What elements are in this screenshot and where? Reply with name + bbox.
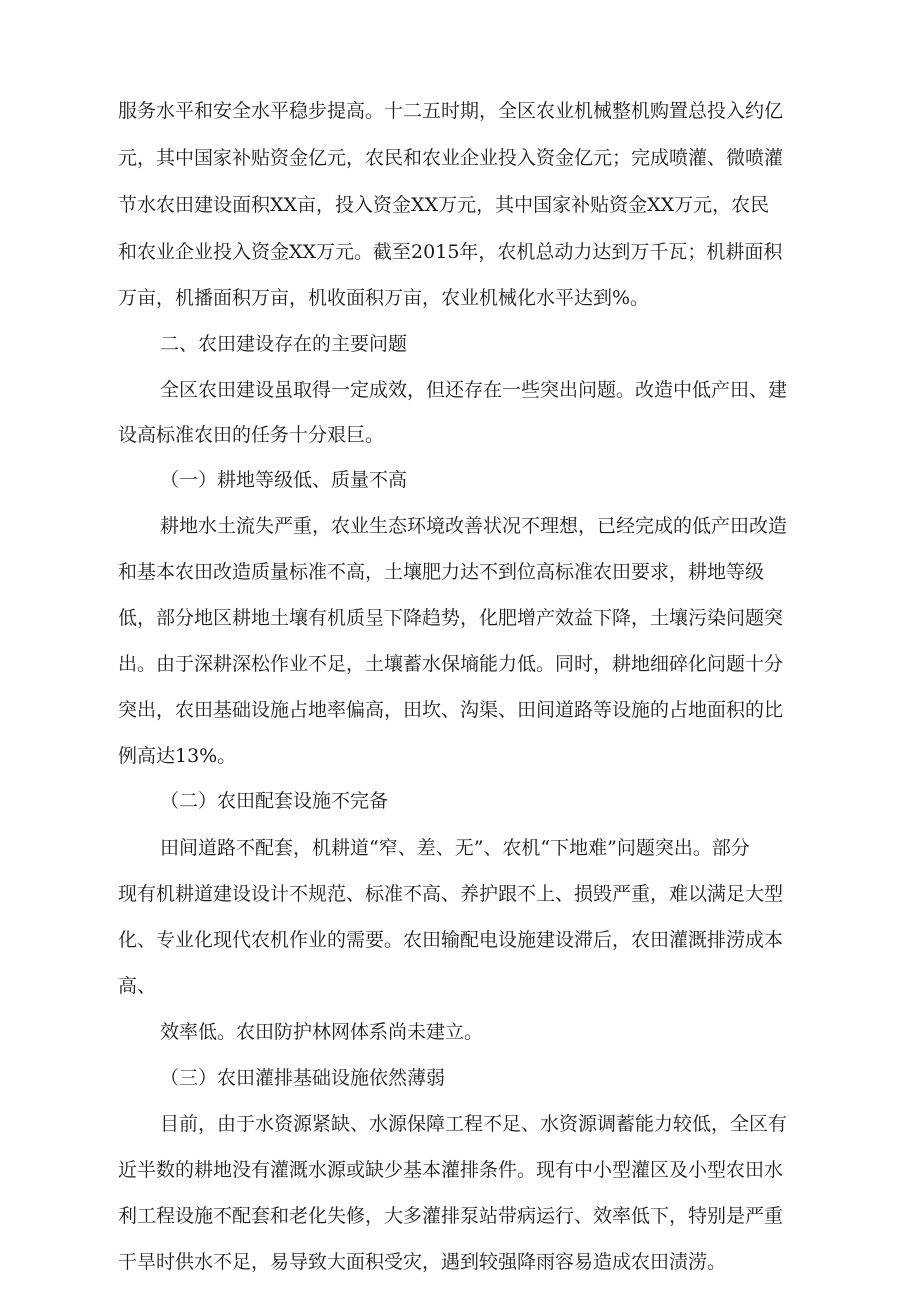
text-line: 干旱时供水不足，易导致大面积受灾，遇到较强降雨容易造成农田渍涝。 [118, 1251, 727, 1273]
text-line: 现有机耕道建设设计不规范、标准不高、养护跟不上、损毁严重，难以满足大型 [118, 883, 784, 905]
text-line: 设高标准农田的任务十分艰巨。 [118, 424, 385, 446]
text-line: 节水农田建设面积XX亩，投入资金XX万元，其中国家补贴资金XX万元，农民 [118, 194, 770, 216]
text-line: 元，其中国家补贴资金亿元，农民和农业企业投入资金亿元；完成喷灌、微喷灌 [118, 147, 784, 169]
text-line: 全区农田建设虽取得一定成效，但还存在一些突出问题。改造中低产田、建 [160, 379, 788, 401]
text-line: 高、 [118, 975, 157, 997]
text-line: 出。由于深耕深松作业不足，土壤蓄水保墒能力低。同时，耕地细碎化问题十分 [118, 653, 784, 675]
subheading-irrigation: （三）农田灌排基础设施依然薄弱 [160, 1067, 446, 1089]
section-heading: 二、农田建设存在的主要问题 [160, 333, 408, 355]
text-line: 和农业企业投入资金XX万元。截至2015年，农机总动力达到万千瓦；机耕面积 [118, 241, 783, 263]
text-line: 利工程设施不配套和老化失修，大多灌排泵站带病运行、效率低下，特别是严重 [118, 1205, 784, 1227]
subheading-facilities: （二）农田配套设施不完备 [160, 790, 389, 812]
subheading-cultivated-land: （一）耕地等级低、质量不高 [160, 469, 408, 491]
text-line: 低，部分地区耕地土壤有机质呈下降趋势，化肥增产效益下降，土壤污染问题突 [118, 607, 784, 629]
text-line: 目前，由于水资源紧缺、水源保障工程不足、水资源调蓄能力较低，全区有 [160, 1113, 788, 1135]
text-line: 耕地水土流失严重，农业生态环境改善状况不理想，已经完成的低产田改造 [160, 515, 788, 537]
text-line: 化、专业化现代农机作业的需要。农田输配电设施建设滞后，农田灌溉排涝成本 [118, 929, 784, 951]
text-line: 服务水平和安全水平稳步提高。十二五时期，全区农业机械整机购置总投入约亿 [118, 100, 784, 122]
text-line: 突出，农田基础设施占地率偏高，田坎、沟渠、田间道路等设施的占地面积的比 [118, 699, 784, 721]
text-line: 和基本农田改造质量标准不高，土壤肥力达不到位高标准农田要求，耕地等级 [118, 561, 765, 583]
text-line: 近半数的耕地没有灌溉水源或缺少基本灌排条件。现有中小型灌区及小型农田水 [118, 1159, 784, 1181]
text-line: 田间道路不配套，机耕道“窄、差、无”、农机“下地难”问题突出。部分 [160, 837, 750, 859]
text-line: 效率低。农田防护林网体系尚未建立。 [160, 1021, 484, 1043]
text-line: 例高达13%。 [118, 745, 237, 767]
text-line: 万亩，机播面积万亩，机收面积万亩，农业机械化水平达到%。 [118, 287, 650, 309]
